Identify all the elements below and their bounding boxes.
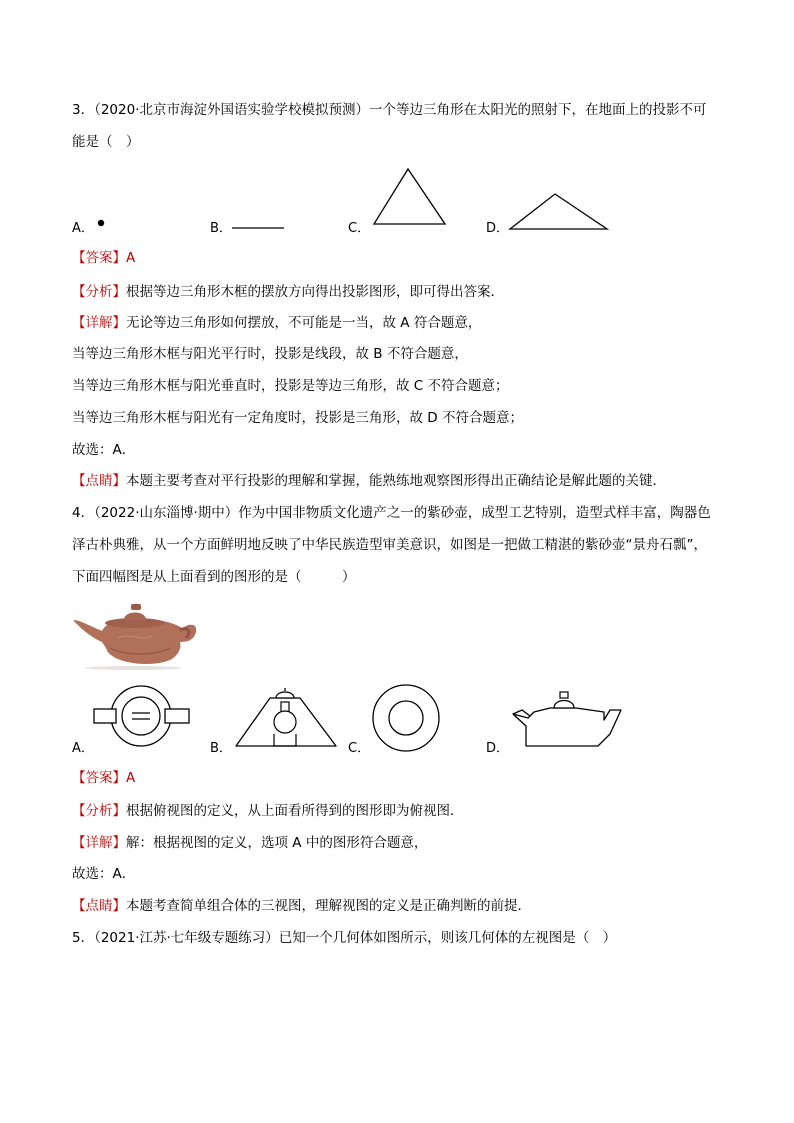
teapot-side-view-icon [510,690,626,750]
q3-answer: 【答案】A [72,250,136,266]
q3-option-b-label: B． [210,221,232,236]
equilateral-triangle-icon [372,167,448,227]
q4-stem-line3: 下面四幅图是从上面看到的图形的是（ ） [72,569,356,585]
teapot-top-view-icon [92,684,192,748]
teapot-image [70,598,200,670]
q3-detail-line3: 当等边三角形木框与阳光垂直时，投影是等边三角形，故 C 不符合题意； [72,378,509,394]
concentric-circles-icon [370,682,442,754]
q3-analysis: 【分析】根据等边三角形木框的摆放方向得出投影图形，即可得出答案． [72,284,504,300]
q3-detail-line2: 当等边三角形木框与阳光平行时，投影是线段，故 B 不符合题意， [72,346,468,362]
q4-option-d-label: D． [486,741,510,756]
q3-detail-line4: 当等边三角形木框与阳光有一定角度时，投影是三角形，故 D 不符合题意； [72,410,523,426]
dot-icon [96,218,106,228]
q4-stem-line2: 泽古朴典雅，从一个方面鲜明地反映了中华民族造型审美意识，如图是一把做工精湛的紫砂壶“景舟石瓢”， [72,537,707,553]
teapot-front-view-icon [232,688,340,752]
q3-option-d-label: D． [486,221,510,236]
q3-choose: 故选：A． [72,442,136,458]
q4-analysis: 【分析】根据俯视图的定义，从上面看所得到的图形即为俯视图． [72,803,464,819]
q3-stem-line2: 能是（ ） [72,134,140,150]
q4-answer: 【答案】A [72,770,136,786]
q4-option-a-label: A． [72,741,94,756]
q4-option-c-label: C． [348,741,371,756]
q3-detail: 【详解】无论等边三角形如何摆放，不可能是一当，故 A 符合题意， [72,315,482,331]
q3-option-a-label: A． [72,221,94,236]
q3-option-c-label: C． [348,221,371,236]
q3-comment: 【点睛】本题主要考查对平行投影的理解和掌握，能熟练地观察图形得出正确结论是解此题的关键． [72,473,666,489]
q4-stem-line1: 4．（2022·山东淄博·期中）作为中国非物质文化遗产之一的紫砂壶，成型工艺特别，造型式样丰富，陶器色 [72,505,711,521]
q4-comment: 【点睛】本题考查简单组合体的三视图，理解视图的定义是正确判断的前提． [72,898,531,914]
segment-icon [232,226,286,230]
q5-stem-line1: 5．（2021·江苏·七年级专题练习）已知一个几何体如图所示，则该几何体的左视图是（ ） [72,930,617,946]
obtuse-triangle-icon [508,192,610,232]
q4-option-b-label: B． [210,741,232,756]
q3-stem-line1: 3．（2020·北京市海淀外国语实验学校模拟预测）一个等边三角形在太阳光的照射下，在地面上的投影不可 [72,102,707,118]
q4-choose: 故选：A． [72,866,136,882]
q4-detail: 【详解】解：根据视图的定义，选项 A 中的图形符合题意， [72,835,428,851]
